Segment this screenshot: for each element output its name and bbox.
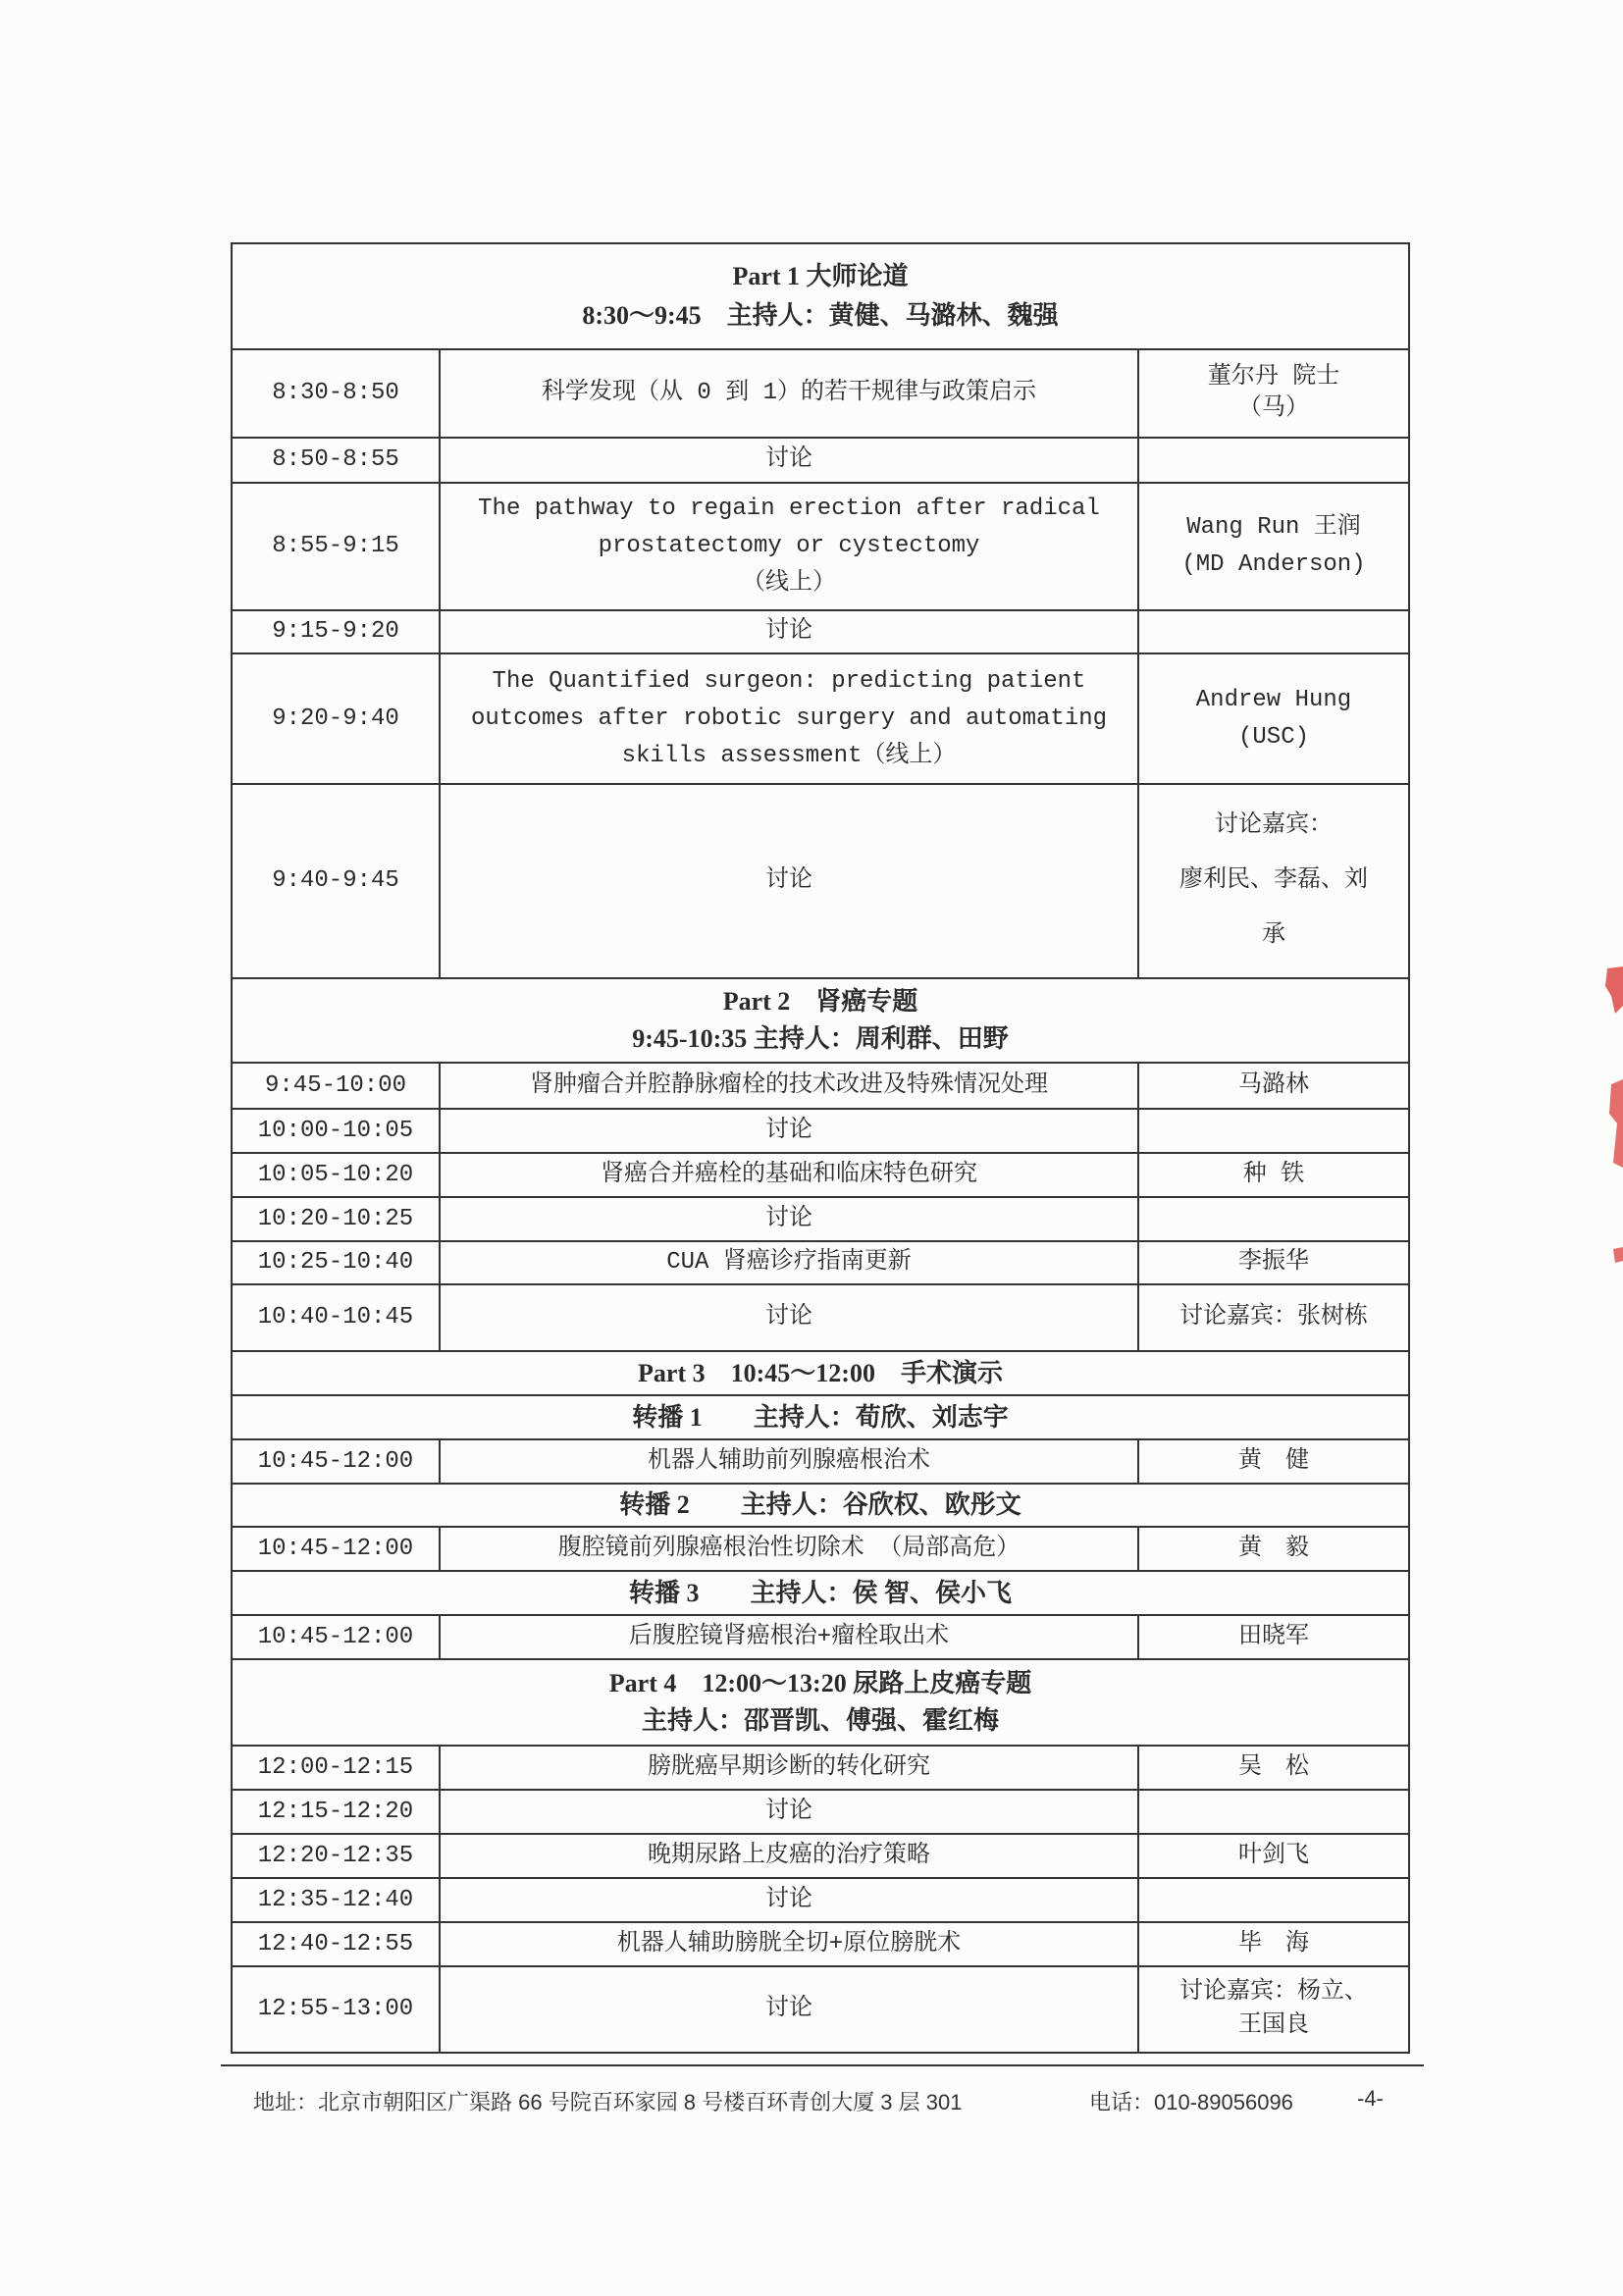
- speaker-line: 王国良: [1238, 2012, 1309, 2039]
- footer-address: 地址：北京市朝阳区广渠路 66 号院百环家园 8 号楼百环青创大厦 3 层 301: [253, 2090, 963, 2114]
- schedule-row: [233, 1747, 1408, 1791]
- section-header-row: [233, 244, 1408, 350]
- speaker-line: （马）: [1238, 395, 1309, 422]
- speaker-cell: [1139, 350, 1408, 437]
- page-number: -4-: [1357, 2086, 1384, 2111]
- time-slot: 8:30-8:50: [272, 380, 399, 406]
- section-header-line: Part 4 12:00～13:20 尿路上皮癌专题: [608, 1669, 1032, 1697]
- speaker-cell: [1139, 1967, 1408, 2052]
- speaker-cell: [1139, 654, 1408, 783]
- time-cell: [233, 1967, 441, 2052]
- topic-cell: [441, 1198, 1139, 1240]
- speaker-cell: [1139, 785, 1408, 977]
- topic-cell: [441, 1154, 1139, 1196]
- topic-cell: [441, 611, 1139, 652]
- time-cell: [233, 1242, 441, 1283]
- speaker-cell: [1139, 484, 1408, 609]
- time-cell: [233, 611, 441, 652]
- speaker-cell: [1139, 1440, 1408, 1483]
- time-slot: 10:25-10:40: [257, 1249, 414, 1276]
- topic-cell: [441, 1110, 1139, 1152]
- topic-line: 科学发现（从 0 到 1）的若干规律与政策启示: [541, 380, 1036, 406]
- section-header-row: [233, 1352, 1408, 1396]
- topic-cell: [441, 1440, 1139, 1483]
- time-cell: [233, 1616, 441, 1658]
- speaker-cell: [1139, 1528, 1408, 1570]
- time-slot: 12:40-12:55: [257, 1930, 414, 1957]
- time-cell: [233, 484, 441, 609]
- time-slot: 9:15-9:20: [272, 618, 399, 645]
- topic-line: 讨论: [765, 1205, 812, 1232]
- topic-line: The pathway to regain erection after radical: [478, 496, 1100, 522]
- speaker-line: (MD Anderson): [1181, 551, 1366, 578]
- time-slot: 10:45-12:00: [257, 1623, 414, 1650]
- section-header: [233, 1572, 1408, 1614]
- topic-line: 机器人辅助膀胱全切+原位膀胱术: [616, 1930, 962, 1957]
- speaker-cell: [1139, 439, 1408, 482]
- section-header-row: [233, 1660, 1408, 1747]
- speaker-line: (USC): [1237, 723, 1309, 751]
- time-slot: 12:20-12:35: [257, 1842, 414, 1869]
- schedule-row: [233, 1791, 1408, 1835]
- topic-cell: [441, 654, 1139, 783]
- time-cell: [233, 1923, 441, 1965]
- topic-cell: [441, 484, 1139, 609]
- speaker-line: 叶剑飞: [1238, 1842, 1309, 1869]
- time-cell: [233, 1285, 441, 1350]
- time-slot: 8:55-9:15: [272, 533, 399, 559]
- schedule-row: [233, 1879, 1408, 1923]
- speaker-line: 种 铁: [1242, 1161, 1305, 1188]
- topic-line: CUA 肾癌诊疗指南更新: [666, 1249, 912, 1276]
- speaker-cell: [1139, 1110, 1408, 1152]
- time-cell: [233, 1198, 441, 1240]
- topic-line: （线上）: [742, 570, 836, 597]
- topic-line: prostatectomy or cystectomy: [598, 533, 980, 559]
- time-slot: 9:20-9:40: [272, 704, 399, 732]
- time-slot: 10:00-10:05: [257, 1117, 414, 1144]
- schedule-row: [233, 1198, 1408, 1242]
- speaker-cell: [1139, 611, 1408, 652]
- topic-cell: [441, 1285, 1139, 1350]
- schedule-row: [233, 1967, 1408, 2054]
- schedule-row: [233, 1923, 1408, 1967]
- topic-cell: [441, 439, 1139, 482]
- section-header: [233, 1660, 1408, 1745]
- time-cell: [233, 1110, 441, 1152]
- topic-line: 肾肿瘤合并腔静脉瘤栓的技术改进及特殊情况处理: [530, 1071, 1048, 1099]
- speaker-line: 田晓军: [1238, 1623, 1309, 1650]
- section-header: [233, 244, 1408, 348]
- topic-cell: [441, 785, 1139, 977]
- time-cell: [233, 1835, 441, 1877]
- speaker-line: 李振华: [1238, 1249, 1309, 1276]
- speaker-line: 廖利民、李磊、刘: [1179, 867, 1368, 894]
- speaker-line: 讨论嘉宾：杨立、: [1179, 1979, 1368, 2006]
- topic-cell: [441, 1923, 1139, 1965]
- schedule-row: [233, 785, 1408, 979]
- section-header: [233, 979, 1408, 1062]
- speaker-cell: [1139, 1791, 1408, 1833]
- time-cell: [233, 1440, 441, 1483]
- footer-phone: 电话：010-89056096: [1089, 2090, 1293, 2114]
- section-header: [233, 1485, 1408, 1526]
- section-header: [233, 1396, 1408, 1438]
- schedule-row: [233, 1528, 1408, 1572]
- topic-line: 讨论: [765, 446, 812, 473]
- section-header: [233, 1352, 1408, 1394]
- section-header-row: [233, 979, 1408, 1064]
- speaker-line: 黄 毅: [1238, 1535, 1309, 1562]
- topic-line: 讨论: [765, 1304, 812, 1331]
- topic-line: 讨论: [765, 1117, 812, 1144]
- section-header-line: 9:45-10:35 主持人：周利群、田野: [632, 1024, 1009, 1053]
- time-slot: 10:45-12:00: [257, 1535, 414, 1562]
- schedule-row: [233, 1242, 1408, 1285]
- speaker-cell: [1139, 1154, 1408, 1196]
- topic-cell: [441, 1747, 1139, 1789]
- topic-cell: [441, 1616, 1139, 1658]
- topic-line: 讨论: [765, 618, 812, 645]
- schedule-row: [233, 1835, 1408, 1879]
- speaker-line: 马潞林: [1238, 1071, 1309, 1099]
- section-header-line: Part 3 10:45～12:00 手术演示: [638, 1358, 1003, 1387]
- speaker-cell: [1139, 1616, 1408, 1658]
- time-cell: [233, 654, 441, 783]
- speaker-cell: [1139, 1285, 1408, 1350]
- time-cell: [233, 1064, 441, 1108]
- time-cell: [233, 350, 441, 437]
- speaker-line: Andrew Hung: [1195, 686, 1352, 713]
- topic-line: 膀胱癌早期诊断的转化研究: [648, 1753, 930, 1781]
- time-slot: 12:15-12:20: [257, 1798, 414, 1825]
- time-cell: [233, 785, 441, 977]
- time-slot: 9:45-10:00: [264, 1071, 407, 1099]
- speaker-cell: [1139, 1242, 1408, 1283]
- section-header-line: 转播 3 主持人：侯 智、侯小飞: [628, 1578, 1012, 1607]
- schedule-row: [233, 1154, 1408, 1198]
- topic-cell: [441, 1835, 1139, 1877]
- section-header-line: Part 2 肾癌专题: [722, 987, 918, 1016]
- topic-cell: [441, 1242, 1139, 1283]
- schedule-row: [233, 484, 1408, 611]
- topic-line: skills assessment（线上）: [621, 742, 957, 769]
- schedule-row: [233, 439, 1408, 484]
- section-header-line: 主持人：邵晋凯、傅强、霍红梅: [641, 1706, 999, 1735]
- time-cell: [233, 1747, 441, 1789]
- speaker-line: 黄 健: [1238, 1447, 1309, 1475]
- topic-cell: [441, 1879, 1139, 1921]
- time-cell: [233, 439, 441, 482]
- time-slot: 10:45-12:00: [257, 1447, 414, 1475]
- topic-line: The Quantified surgeon: predicting patient: [492, 667, 1086, 695]
- topic-cell: [441, 1967, 1139, 2052]
- topic-line: 肾癌合并癌栓的基础和临床特色研究: [601, 1161, 977, 1188]
- speaker-line: 毕 海: [1238, 1930, 1309, 1957]
- time-cell: [233, 1154, 441, 1196]
- schedule-row: [233, 1285, 1408, 1352]
- time-slot: 10:40-10:45: [257, 1304, 414, 1331]
- topic-line: outcomes after robotic surgery and automating: [470, 704, 1108, 732]
- time-slot: 12:00-12:15: [257, 1753, 414, 1781]
- topic-cell: [441, 1791, 1139, 1833]
- topic-line: 腹腔镜前列腺癌根治性切除术 （局部高危）: [557, 1535, 1021, 1562]
- schedule-row: [233, 654, 1408, 785]
- speaker-cell: [1139, 1879, 1408, 1921]
- speaker-cell: [1139, 1923, 1408, 1965]
- footer-divider: [221, 2064, 1424, 2066]
- speaker-line: 承: [1262, 922, 1285, 949]
- speaker-line: 讨论嘉宾：: [1215, 812, 1333, 839]
- time-cell: [233, 1879, 441, 1921]
- section-header-row: [233, 1396, 1408, 1440]
- speaker-cell: [1139, 1747, 1408, 1789]
- section-header-line: 转播 2 主持人：谷欣权、欧彤文: [619, 1490, 1021, 1519]
- speaker-line: 董尔丹 院士: [1207, 364, 1340, 391]
- time-slot: 12:55-13:00: [257, 1996, 414, 2022]
- schedule-row: [233, 350, 1408, 439]
- time-cell: [233, 1791, 441, 1833]
- time-cell: [233, 1528, 441, 1570]
- speaker-cell: [1139, 1198, 1408, 1240]
- schedule-row: [233, 1616, 1408, 1660]
- topic-line: 讨论: [765, 1798, 812, 1825]
- topic-cell: [441, 350, 1139, 437]
- speaker-line: Wang Run 王润: [1186, 514, 1361, 541]
- section-header-line: 转播 1 主持人：荀欣、刘志宇: [632, 1402, 1009, 1432]
- red-seal-fragment: [1597, 966, 1623, 1280]
- schedule-row: [233, 611, 1408, 654]
- topic-line: 讨论: [765, 1996, 812, 2022]
- time-slot: 10:05-10:20: [257, 1161, 414, 1188]
- time-slot: 8:50-8:55: [272, 446, 399, 473]
- topic-line: 晚期尿路上皮癌的治疗策略: [648, 1842, 930, 1869]
- schedule-row: [233, 1110, 1408, 1154]
- speaker-cell: [1139, 1064, 1408, 1108]
- topic-line: 机器人辅助前列腺癌根治术: [648, 1447, 930, 1475]
- speaker-cell: [1139, 1835, 1408, 1877]
- section-header-row: [233, 1572, 1408, 1616]
- section-header-line: 8:30～9:45 主持人：黄健、马潞林、魏强: [582, 301, 1059, 330]
- topic-line: 后腹腔镜肾癌根治+瘤栓取出术: [628, 1623, 950, 1650]
- topic-line: 讨论: [765, 1886, 812, 1913]
- time-slot: 12:35-12:40: [257, 1886, 414, 1913]
- topic-cell: [441, 1528, 1139, 1570]
- schedule-table: [231, 242, 1410, 2054]
- time-slot: 9:40-9:45: [272, 867, 399, 894]
- speaker-line: 吴 松: [1238, 1753, 1309, 1781]
- page-footer: [253, 2086, 1391, 2115]
- time-slot: 10:20-10:25: [257, 1205, 414, 1232]
- topic-line: 讨论: [765, 867, 812, 894]
- speaker-line: 讨论嘉宾：张树栋: [1179, 1304, 1368, 1331]
- topic-cell: [441, 1064, 1139, 1108]
- schedule-row: [233, 1064, 1408, 1110]
- schedule-row: [233, 1440, 1408, 1485]
- section-header-line: Part 1 大师论道: [732, 262, 909, 290]
- section-header-row: [233, 1485, 1408, 1528]
